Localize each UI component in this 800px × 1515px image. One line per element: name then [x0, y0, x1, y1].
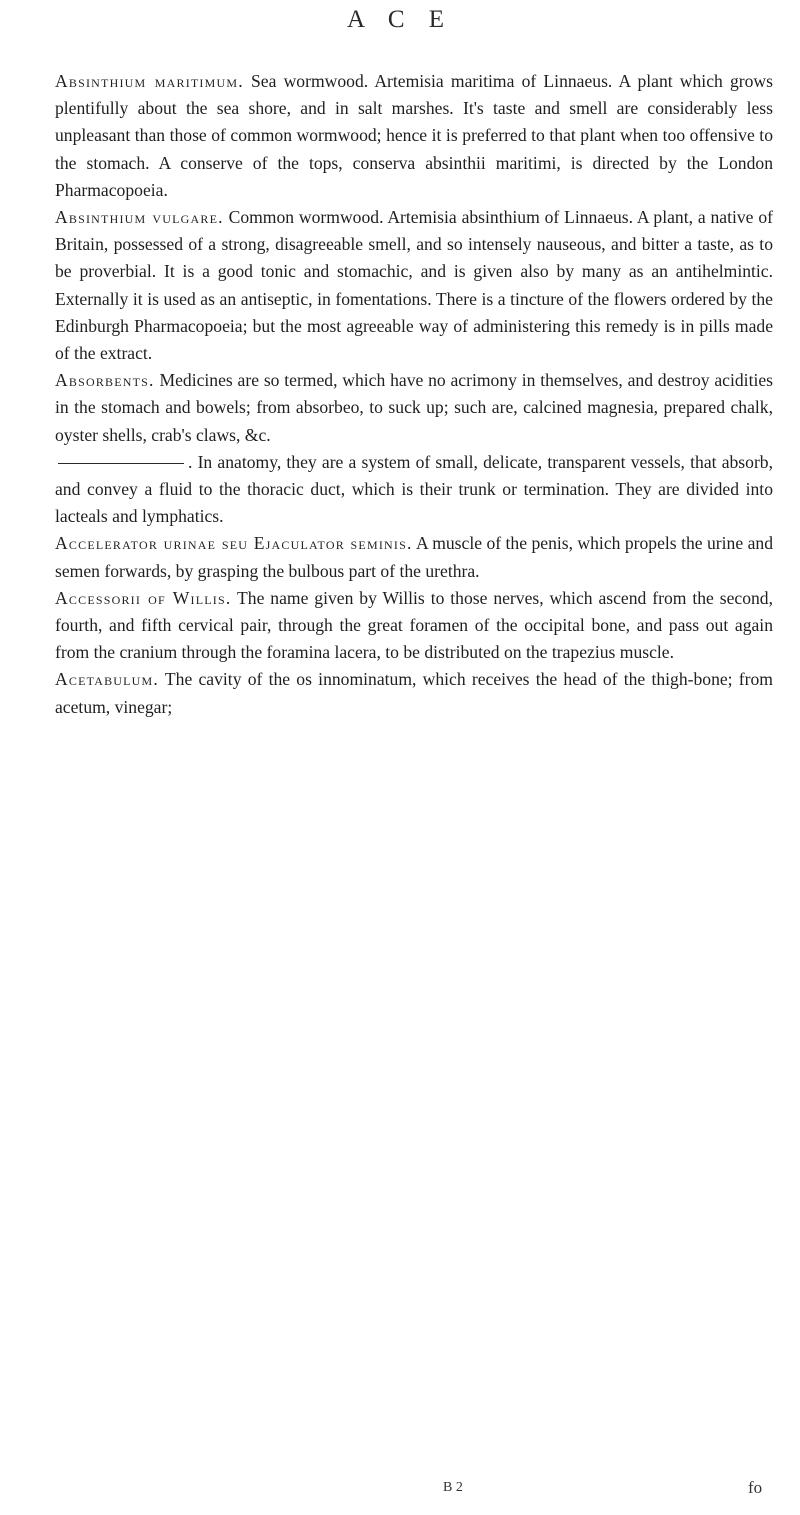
entry-text: Medicines are so termed, which have no acrimony in themselves, and destroy acidities in the stomach and bowels; from absorbeo, to suck up; such are, calcined magnesia, prepared chalk, oyster shells, crab's claws, &c.: [55, 370, 773, 445]
entry-text: The cavity of the os innominatum, which receives the head of the thigh-bone; from acetum, vinegar;: [55, 669, 773, 717]
entry-acetabulum: [55, 666, 773, 720]
entry-absorbents: [55, 367, 773, 449]
entry-text: Common wormwood. Artemisia absinthium of Linnaeus. A plant, a native of Britain, possessed of a strong, disagreeable smell, and so intensely nauseous, and bitter a taste, as to be proverbial. It is a good tonic and stomachic, and is given also by many as an antihelmintic. Externally it is used as an antiseptic, in fomentations. There is a tincture of the flowers ordered by the Edinburgh Pharmacopoeia; but the most agreeable way of administering this remedy is in pills made of the extract.: [55, 207, 773, 364]
signature-mark: B 2: [443, 1480, 463, 1495]
entry-headword: Accessorii of Willis.: [55, 587, 232, 608]
entry-accelerator-urinae: [55, 530, 773, 584]
entry-text: A muscle of the penis, which propels the urine and semen forwards, by grasping the bulbous part of the urethra.: [55, 533, 773, 581]
entry-absorbents-anatomy: [55, 449, 773, 531]
repeat-headword-dash: [58, 463, 184, 464]
entry-accessorii-of-willis: [55, 585, 773, 667]
catchword: fo: [748, 1478, 763, 1497]
dictionary-entries: [55, 68, 773, 721]
entry-headword: Absorbents.: [55, 370, 155, 391]
entry-text: Sea wormwood. Artemisia maritima of Linnaeus. A plant which grows plentifully about the sea shore, and in salt marshes. It's taste and smell are considerably less unpleasant than those of common wormwood; hence it is preferred to that plant when too offensive to the stomach. A conserve of the tops, conserva absinthii maritimi, is directed by the London Pharmacopoeia.: [55, 71, 773, 200]
entry-text: The name given by Willis to those nerves, which ascend from the second, fourth, and fifth cervical pair, through the great foramen of the occipital bone, and pass out again from the cranium through the foramina lacera, to be distributed on the trapezius muscle.: [55, 587, 774, 663]
entry-text: . In anatomy, they are a system of small, delicate, transparent vessels, that absorb, and convey a fluid to the thoracic duct, which is their trunk or termination. They are divided into lacteals and lymphatics.: [55, 451, 773, 527]
entry-absinthium-maritimum: [55, 68, 773, 204]
entry-headword: Accelerator urinae seu Ejaculator seminis.: [55, 533, 413, 554]
running-head: A C E: [346, 6, 454, 33]
entry-headword: Absinthium maritimum.: [55, 71, 244, 91]
entry-absinthium-vulgare: [55, 204, 773, 367]
entry-headword: Absinthium vulgare.: [55, 207, 224, 228]
entry-headword: Acetabulum.: [55, 669, 160, 690]
